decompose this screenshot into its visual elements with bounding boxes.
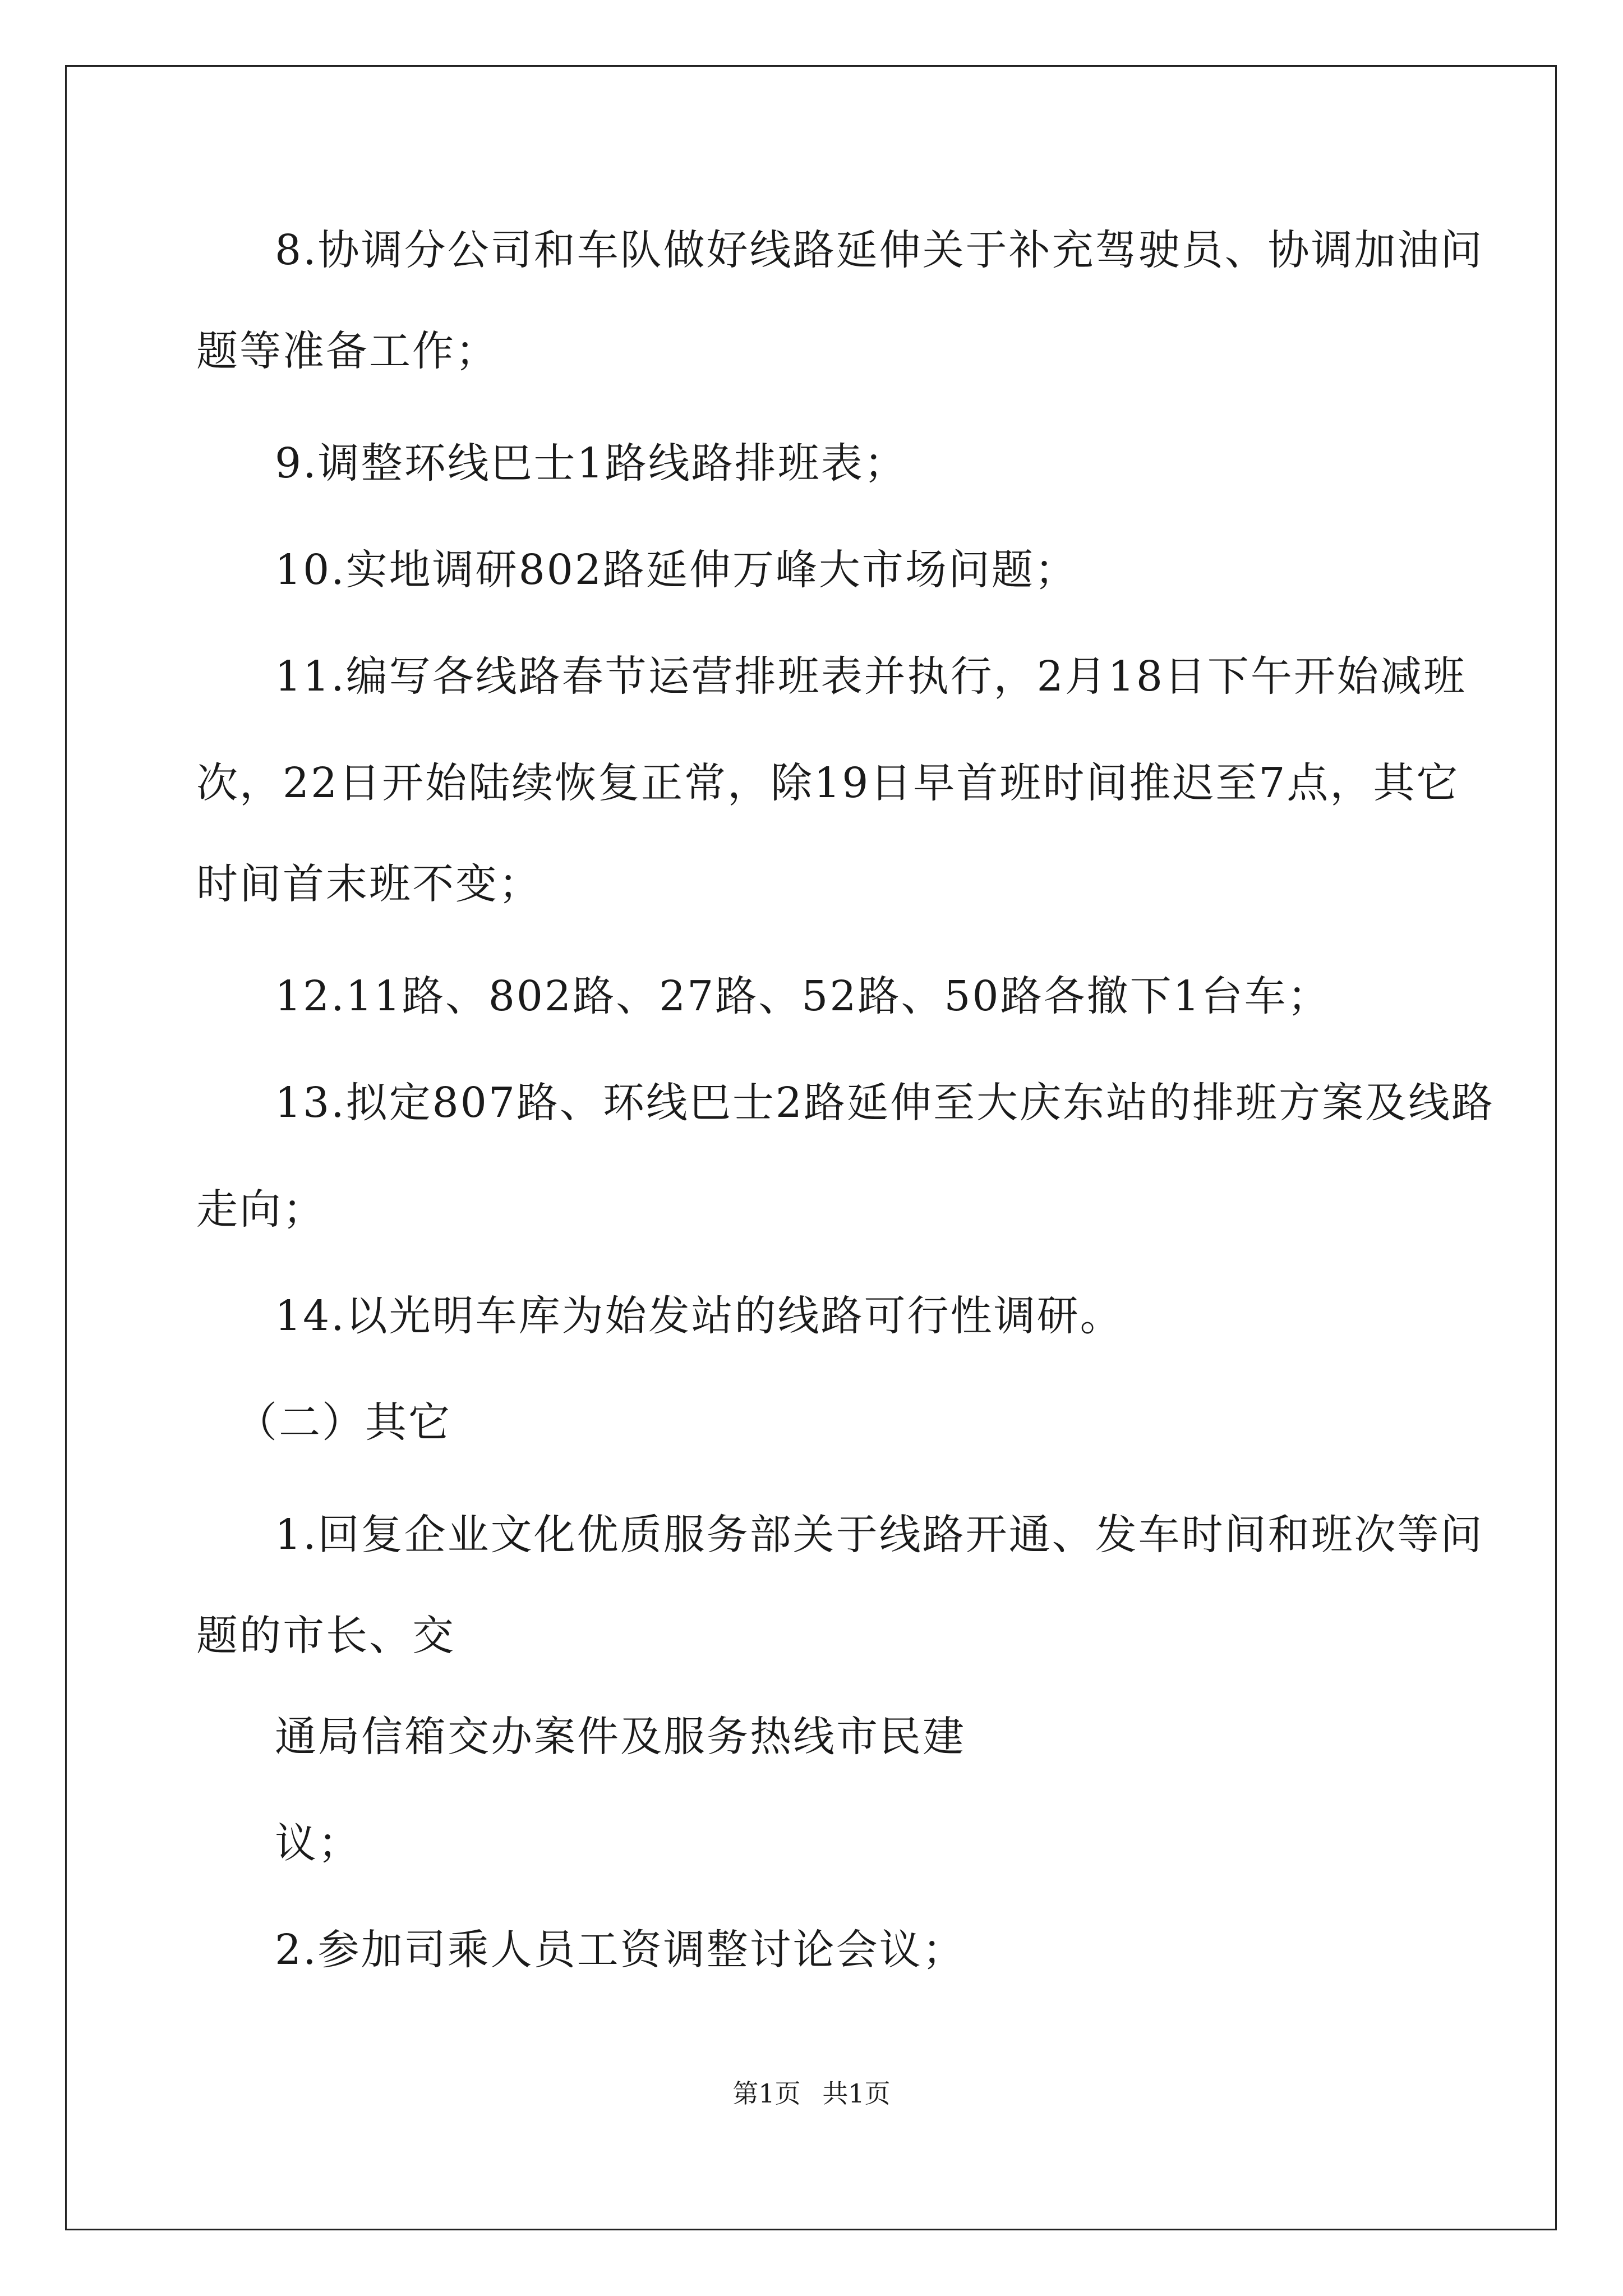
item-12: 12.11路、802路、27路、52路、50路各撤下1台车； bbox=[275, 972, 1331, 1020]
item-8-line-2: 题等准备工作； bbox=[196, 327, 499, 375]
item-13-line-2: 走向； bbox=[196, 1185, 326, 1234]
item-9: 9.调整环线巴士1路线路排班表； bbox=[275, 439, 907, 487]
page-border bbox=[65, 65, 1557, 2230]
other-item-1-line-3: 通局信箱交办案件及服务热线市民建 bbox=[275, 1713, 966, 1761]
other-item-2: 2.参加司乘人员工资调整讨论会议； bbox=[275, 1926, 966, 1974]
page-number: 第1页 bbox=[732, 2078, 801, 2109]
other-item-1-line-1: 1.回复企业文化优质服务部关于线路开通、发车时间和班次等问 bbox=[275, 1511, 1484, 1559]
page-footer bbox=[0, 2077, 1623, 2110]
section-heading-other: （二）其它 bbox=[236, 1398, 451, 1447]
item-10: 10.实地调研802路延伸万峰大市场问题； bbox=[275, 546, 1078, 594]
page-total: 共1页 bbox=[822, 2078, 891, 2109]
item-11-line-2: 次，22日开始陆续恢复正常，除19日早首班时间推迟至7点，其它 bbox=[196, 759, 1460, 807]
other-item-1-line-4: 议； bbox=[275, 1819, 361, 1867]
other-item-1-line-2: 题的市长、交 bbox=[196, 1612, 455, 1660]
item-8-line-1: 8.协调分公司和车队做好线路延伸关于补充驾驶员、协调加油问 bbox=[275, 226, 1484, 274]
item-11-line-1: 11.编写各线路春节运营排班表并执行，2月18日下午开始减班 bbox=[275, 652, 1467, 701]
item-11-line-3: 时间首末班不变； bbox=[196, 860, 542, 908]
item-13-line-1: 13.拟定807路、环线巴士2路延伸至大庆东站的排班方案及线路 bbox=[275, 1079, 1495, 1127]
item-14: 14.以光明车库为始发站的线路可行性调研。 bbox=[275, 1292, 1123, 1340]
